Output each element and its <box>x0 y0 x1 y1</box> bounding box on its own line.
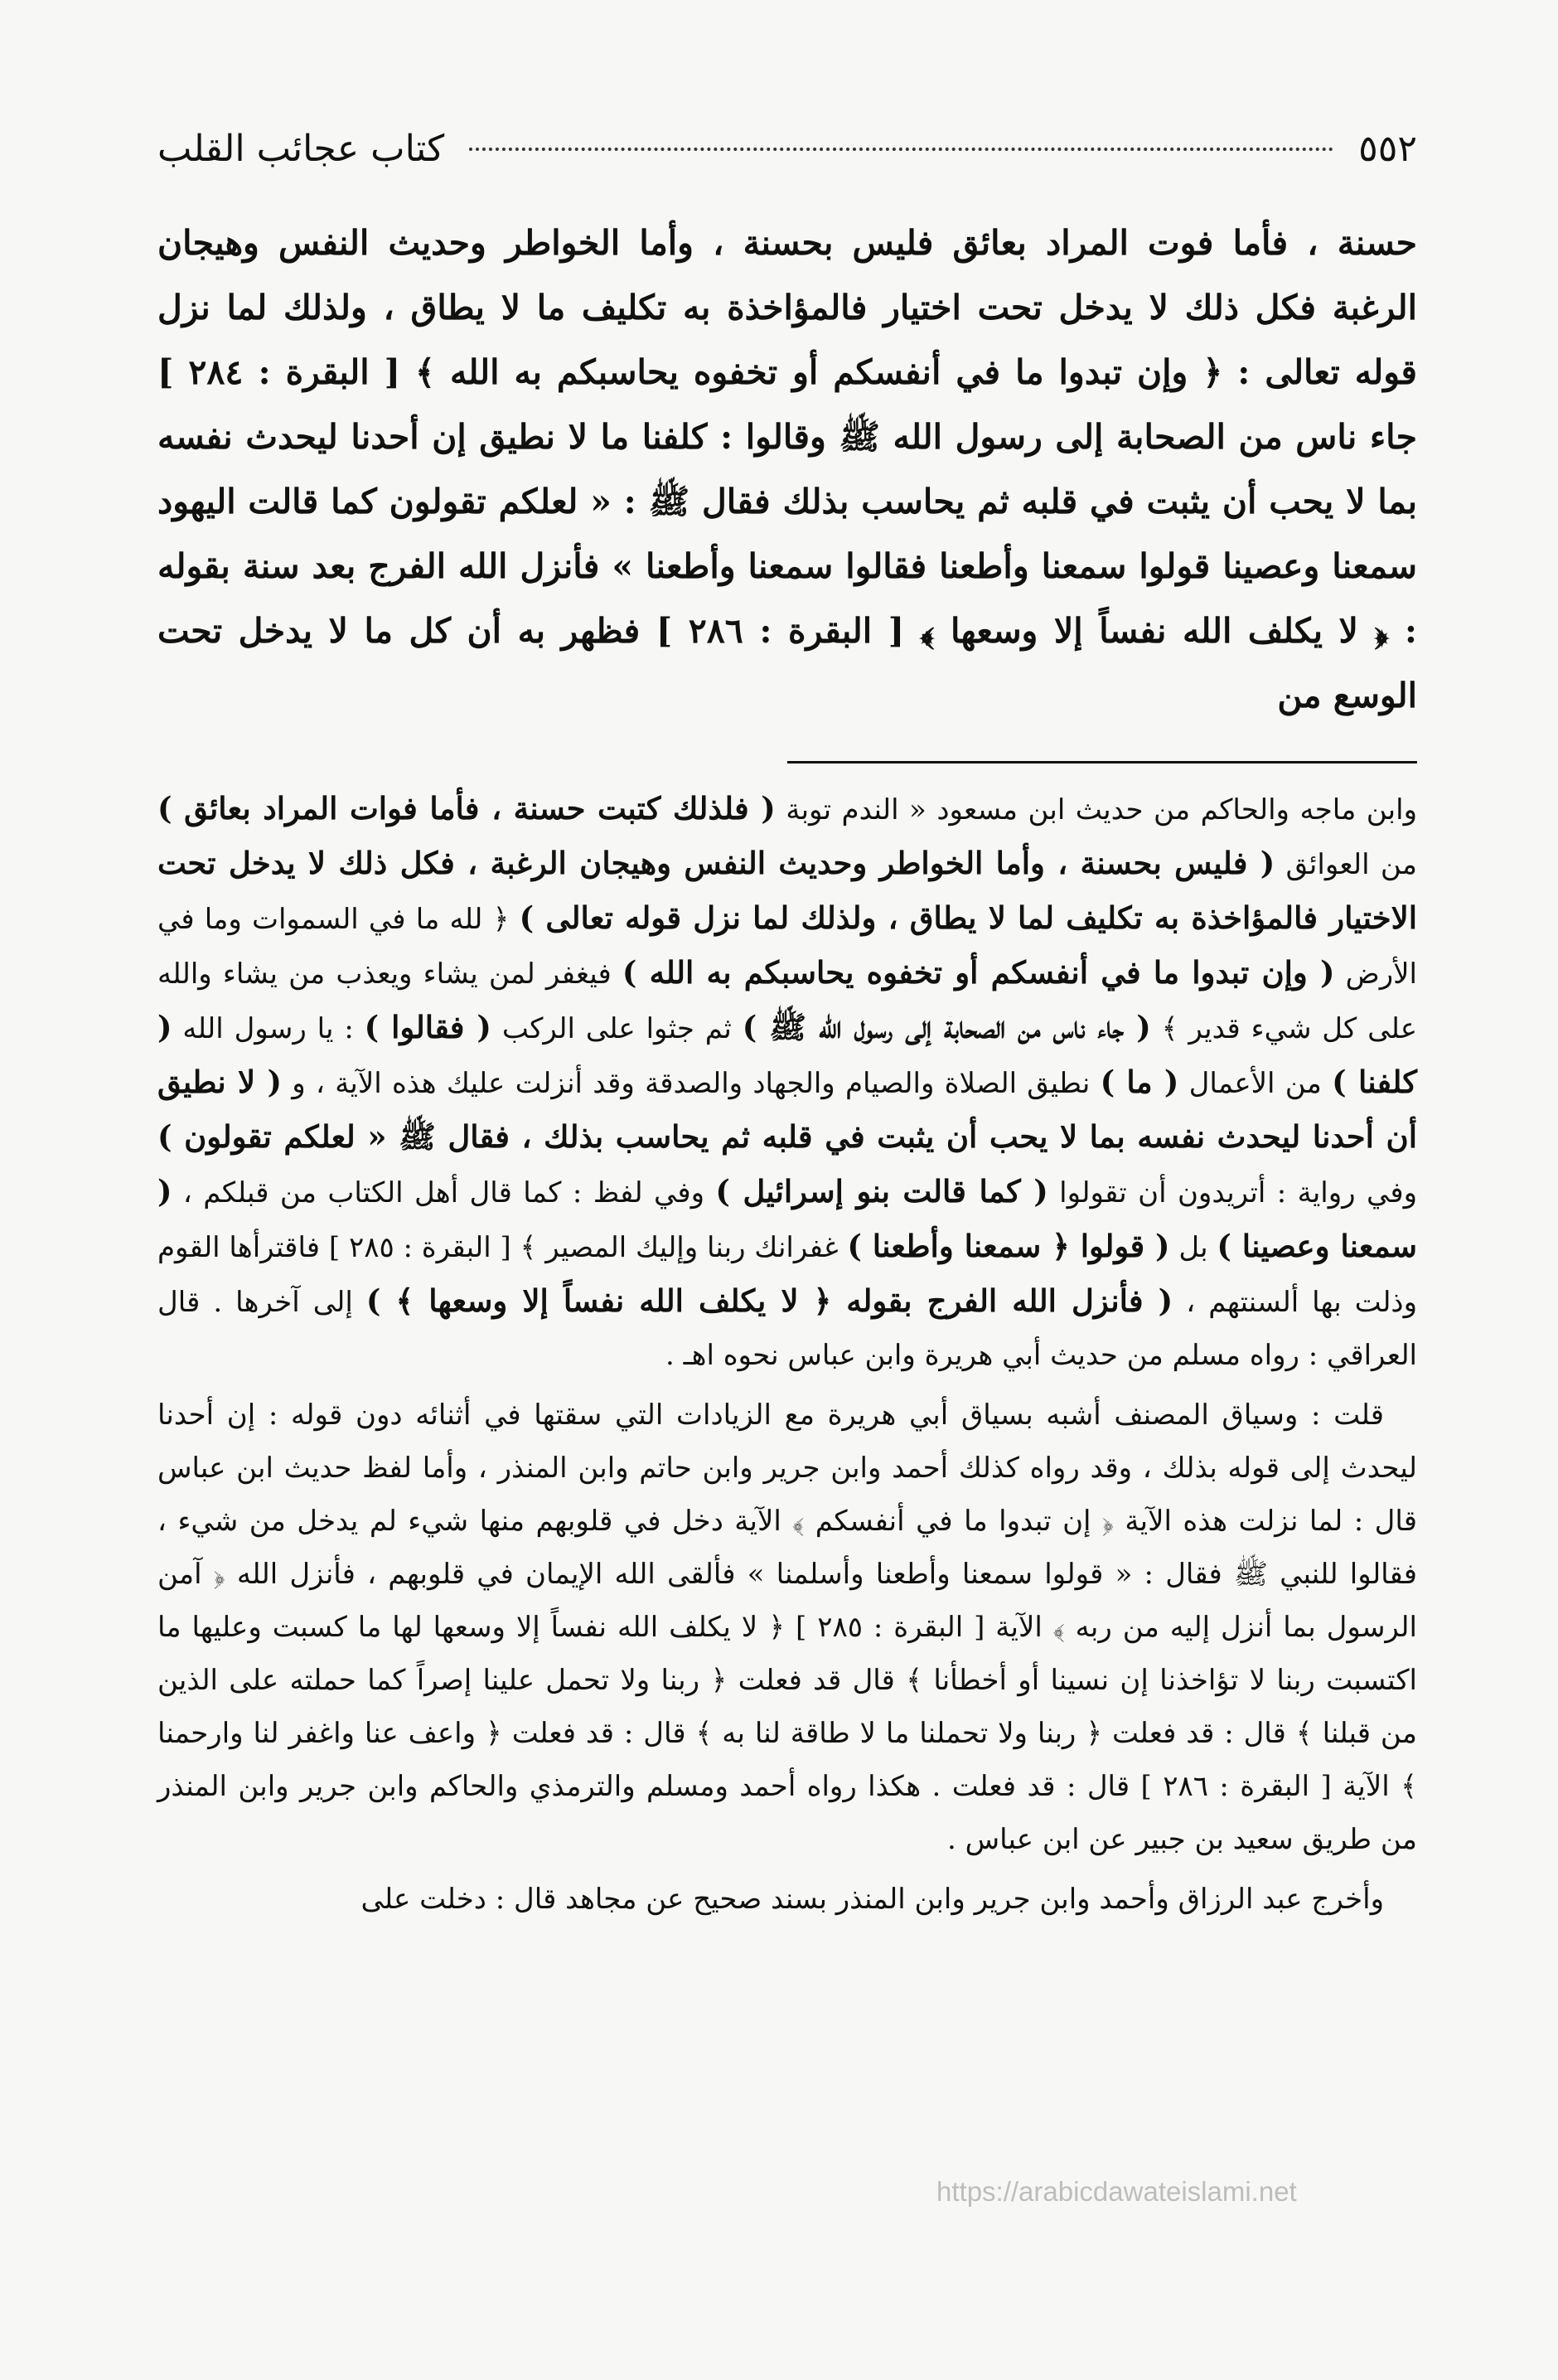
page-number: ٥٥٢ <box>1358 128 1417 170</box>
quoted-main-text: ( لا نطيق أن أحدنا ليحدث نفسه بما لا يحب أن يثبت في قلبه ثم يحاسب بذلك ، فقال ﷺ « لعلكم تقولون ) <box>157 1064 1417 1155</box>
quoted-main-text: ( قولوا ﴿ سمعنا وأطعنا ) <box>847 1228 1170 1264</box>
commentary-text: إلى آخرها . قال العراقي : رواه مسلم من حديث أبي هريرة وابن عباس نحوه اهـ . <box>157 1286 1417 1372</box>
footnote-separator <box>787 761 1417 763</box>
page-header <box>157 124 1417 179</box>
quoted-main-text: ( فليس بحسنة ، وأما الخواطر وحديث النفس وهيجان الرغبة ، فكل ذلك لا يدخل تحت الاختيار فالمؤاخذة به تكليف لما لا يطاق ، ولذلك لما نزل قوله تعالى ) <box>157 845 1418 936</box>
commentary-text: ﴿ لله ما في السموات وما في الأرض <box>157 903 1417 991</box>
quoted-main-text: ( فأنزل الله الفرج بقوله ﴿ لا يكلف الله نفساً إلا وسعها ﴾ ) <box>365 1282 1173 1319</box>
commentary-text: من الأعمال <box>1178 1067 1333 1100</box>
quoted-main-text: ( وإن تبدوا ما في أنفسكم أو تخفوه يحاسبكم به الله ) <box>622 954 1335 991</box>
main-text-block <box>157 211 1417 728</box>
commentary-text: بل <box>1169 1231 1217 1264</box>
book-page <box>157 124 1417 1926</box>
quoted-main-text: ( فقالوا ) <box>364 1009 491 1045</box>
commentary-text: وفي رواية : أتريدون أن تقولوا <box>1048 1176 1417 1209</box>
site-watermark: https://arabicdawateislami.net <box>936 2176 1297 2207</box>
commentary-text: غفرانك ربنا وإليك المصير ﴾ [ البقرة : ٢٨٥ ] فاقترأها القوم وذلت بها ألسنتهم ، <box>157 1231 1417 1319</box>
commentary-text: وابن ماجه والحاكم من حديث ابن مسعود « الندم توبة <box>775 793 1418 826</box>
commentary-text: ثم جثوا على الركب <box>491 1012 743 1045</box>
commentary-block <box>157 782 1417 1926</box>
main-paragraph: حسنة ، فأما فوت المراد بعائق فليس بحسنة ، وأما الخواطر وحديث النفس وهيجان الرغبة فكل ذلك لا يدخل تحت اختيار فالمؤاخذة به تكليف ما لا يطاق ، ولذلك لما نزل قوله تعالى : ﴿ وإن تبدوا ما في أنفسكم أو تخفوه يحاسبكم به الله ﴾ [ البقرة : ٢٨٤ ] جاء ناس من الصحابة إلى رسول الله ﷺ وقالوا : كلفنا ما لا نطيق إن أحدنا ليحدث نفسه بما لا يحب أن يثبت في قلبه ثم يحاسب بذلك فقال ﷺ : « لعلكم تقولون كما قالت اليهود سمعنا وعصينا قولوا سمعنا وأطعنا فقالوا سمعنا وأطعنا » فأنزل الله الفرج بعد سنة بقوله : ﴿ لا يكلف الله نفساً إلا وسعها ﴾ [ البقرة : ٢٨٦ ] فظهر به أن كل ما لا يدخل تحت الوسع من <box>157 223 1417 715</box>
quoted-main-text: ( ما ) <box>1100 1064 1179 1100</box>
commentary-paragraph-1 <box>157 782 1417 1382</box>
quoted-main-text: ( جاء ناس من الصحابة إلى رسول الله ﷺ ) <box>742 1009 1151 1045</box>
book-title: كتاب عجائب القلب <box>157 128 445 170</box>
commentary-text: : يا رسول الله <box>172 1012 365 1045</box>
commentary-text: وفي لفظ : كما قال أهل الكتاب من قبلكم ، <box>172 1176 716 1209</box>
commentary-paragraph-3: وأخرج عبد الرزاق وأحمد وابن جرير وابن المنذر بسند صحيح عن مجاهد قال : دخلت على <box>360 1883 1384 1916</box>
commentary-text: نطيق الصلاة والصيام والجهاد والصدقة وقد أنزلت عليك هذه الآية ، و <box>281 1067 1101 1100</box>
quoted-main-text: ( فلذلك كتبت حسنة ، فأما فوات المراد بعائق ) <box>157 790 776 826</box>
commentary-text: من العوائق <box>1275 848 1417 881</box>
header-dotted-leader <box>469 148 1333 151</box>
quoted-main-text: ( سمعنا وعصينا ) <box>157 1173 1418 1264</box>
quoted-main-text: ( كما قالت بنو إسرائيل ) <box>715 1173 1048 1209</box>
commentary-text: فيغفر لمن يشاء ويعذب من يشاء والله على كل شيء قدير ﴾ <box>157 957 1418 1045</box>
quoted-main-text: ( كلفنا ) <box>157 1009 1418 1100</box>
commentary-paragraph-2: قلت : وسياق المصنف أشبه بسياق أبي هريرة مع الزيادات التي سقتها في أثنائه دون قوله : إن أحدنا ليحدث إلى قوله بذلك ، وقد رواه كذلك أحمد وابن جرير وابن حاتم وابن المنذر ، وأما لفظ حديث ابن عباس قال : لما نزلت هذه الآية ﴿ إن تبدوا ما في أنفسكم ﴾ الآية دخل في قلوبهم منها شيء لم يدخل من شيء ، فقالوا للنبي ﷺ فقال : « قولوا سمعنا وأطعنا وأسلمنا » فألقى الله الإيمان في قلوبهم ، فأنزل الله ﴿ آمن الرسول بما أنزل إليه من ربه ﴾ الآية [ البقرة : ٢٨٥ ] ﴿ لا يكلف الله نفساً إلا وسعها لها ما كسبت وعليها ما اكتسبت ربنا لا تؤاخذنا إن نسينا أو أخطأنا ﴾ قال قد فعلت ﴿ ربنا ولا تحمل علينا إصراً كما حملته على الذين من قبلنا ﴾ قال : قد فعلت ﴿ ربنا ولا تحملنا ما لا طاقة لنا به ﴾ قال : قد فعلت ﴿ واعف عنا واغفر لنا وارحمنا ﴾ الآية [ البقرة : ٢٨٦ ] قال : قد فعلت . هكذا رواه أحمد ومسلم والترمذي والحاكم وابن جرير وابن المنذر من طريق سعيد بن جبير عن ابن عباس . <box>157 1398 1417 1856</box>
